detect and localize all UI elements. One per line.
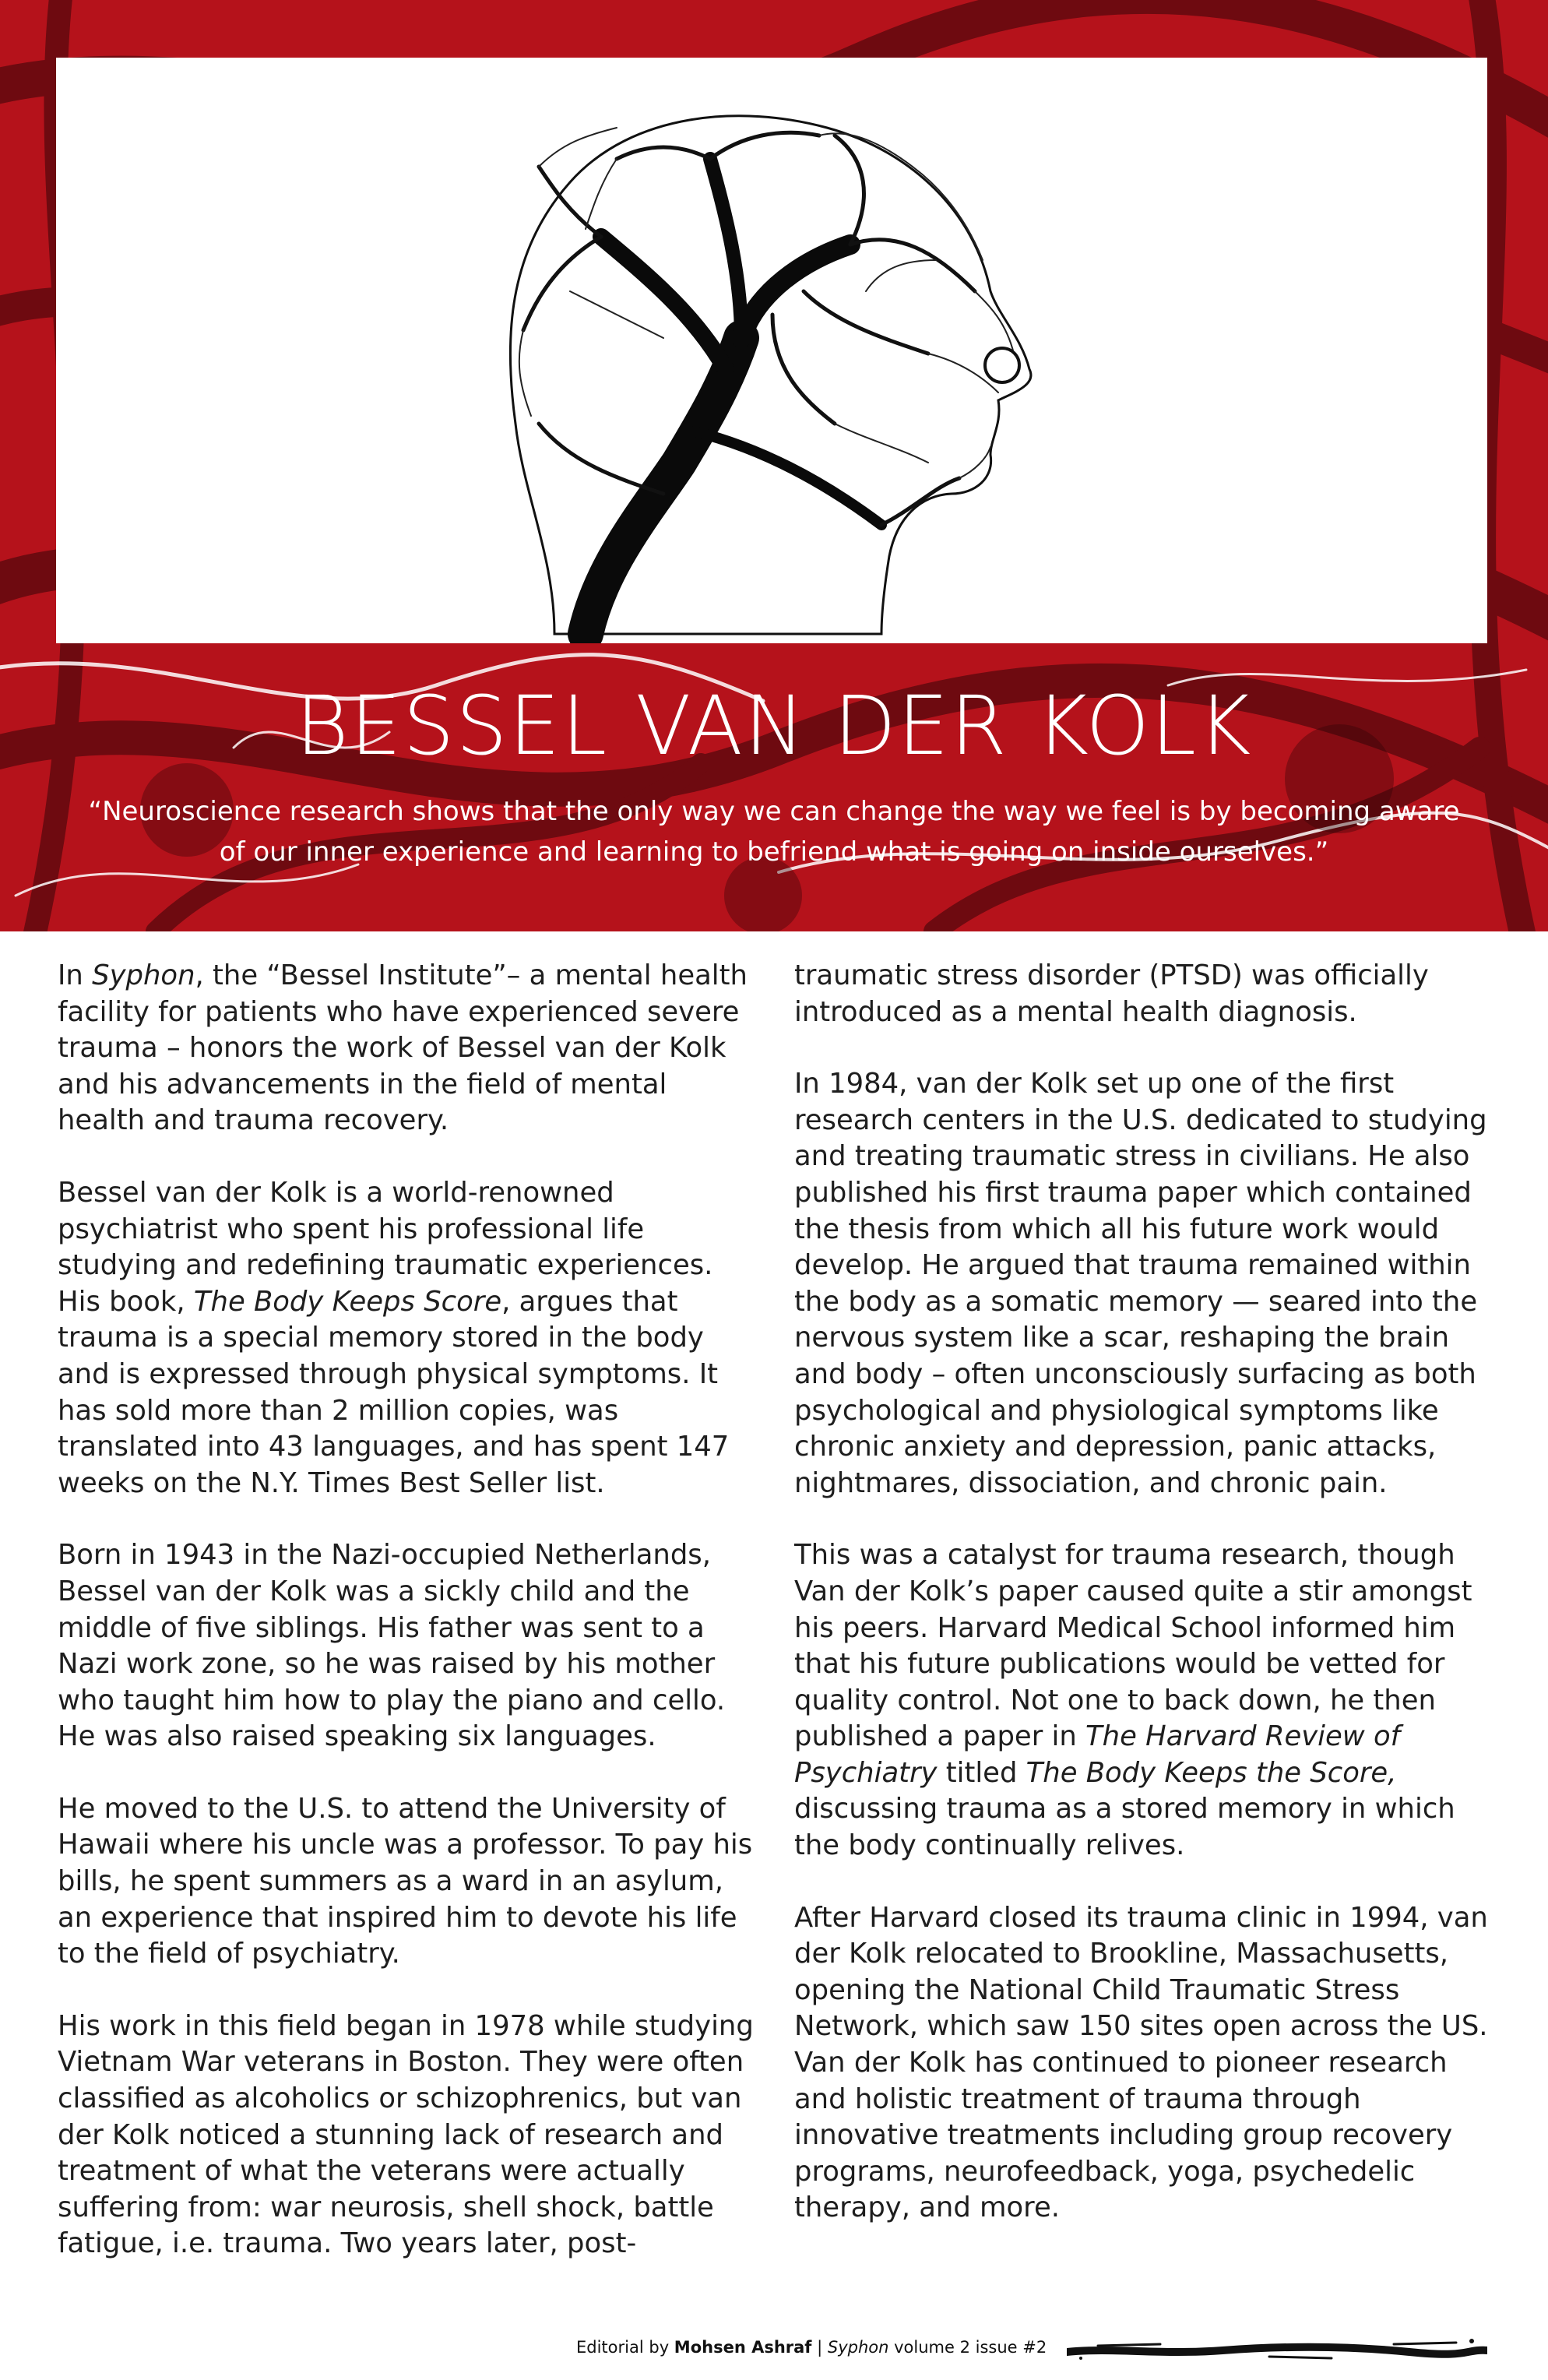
paragraph: He moved to the U.S. to attend the University of Hawaii where his uncle was a professor. To pay his bills, he spent summers as a ward in an asylum, an experience that inspired him to devote his life to the field of psychiatry.	[58, 1792, 753, 1970]
paragraph: This was a catalyst for trauma research, though Van der Kolk’s paper caused quite a stir amongst his peers. Harvard Medical School informed him that his future publications would be vetted for quality control. Not one to back down, he then published a paper in The Harvard Review of Psychiatry titled The Body Keeps the Score, discussing trauma as a stored memory in which the body continually relives.	[794, 1539, 1472, 1862]
paragraph: Bessel van der Kolk is a world-renowned psychiatrist who spent his professional life studying and redefining traumatic experiences. His book, The Body Keeps Score, argues that trauma is a special memory stored in the body and is expressed through physical symptoms. It has sold more than 2 million copies, was translated into 43 languages, and has spent 147 weeks on the N.Y. Times Best Seller list.	[58, 1176, 730, 1499]
paragraph: traumatic stress disorder (PTSD) was officially introduced as a mental health diagnosis.	[794, 959, 1429, 1028]
paragraph: After Harvard closed its trauma clinic in 1994, van der Kolk relocated to Brookline, Massachusetts, opening the National Child Traumatic Stress Network, which saw 150 sites open across the US. Van der Kolk has continued to pioneer research and holistic treatment of trauma through innovative treatments including group recovery programs, neurofeedback, yoga, psychedelic therapy, and more.	[794, 1901, 1488, 2224]
head-tree-silhouette-icon	[56, 58, 1487, 643]
editorial-credit: Editorial by Mohsen Ashraf | Syphon volume 2 issue #2	[576, 2338, 1047, 2357]
paragraph: In 1984, van der Kolk set up one of the first research centers in the U.S. dedicated to studying and treating traumatic stress in civilians. He also published his first trauma paper which contained the thesis from which all his future work would develop. He argued that trauma remained within the body as a somatic memory — seared into the nervous system like a scar, reshaping the brain and body – often unconsciously surfacing as both psychological and physiological symptoms like chronic anxiety and depression, panic attacks, nightmares, dissociation, and chronic pain.	[794, 1068, 1487, 1499]
feature-image-frame	[56, 58, 1487, 643]
header-banner	[0, 0, 1548, 931]
article-column-right	[794, 958, 1495, 2262]
pull-quote: “Neuroscience research shows that the only way we can change the way we feel is by becoming aware of our inner experience and learning to befriend what is going on inside ourselves.”	[88, 796, 1460, 868]
page-title: BESSEL VAN DER KOLK	[295, 678, 1253, 773]
paragraph: Born in 1943 in the Nazi-occupied Netherlands, Bessel van der Kolk was a sickly child and the middle of five siblings. His father was sent to a Nazi work zone, so he was raised by his mother who taught him how to play the piano and cello. He was also raised speaking six languages.	[58, 1539, 726, 1753]
brush-stroke-decoration	[1067, 2335, 1487, 2366]
footer	[0, 2335, 1548, 2366]
article-column-left	[58, 958, 758, 2298]
paragraph: In Syphon, the “Bessel Institute”– a mental health facility for patients who have experienced severe trauma – honors the work of Bessel van der Kolk and his advancements in the field of mental health and trauma recovery.	[58, 959, 748, 1137]
paragraph: His work in this field began in 1978 while studying Vietnam War veterans in Boston. They were often classified as alcoholics or schizophrenics, but van der Kolk noticed a stunning lack of research and treatment of what the veterans were actually suffering from: war neurosis, shell shock, battle fatigue, i.e. trauma. Two years later, post-	[58, 2009, 754, 2260]
